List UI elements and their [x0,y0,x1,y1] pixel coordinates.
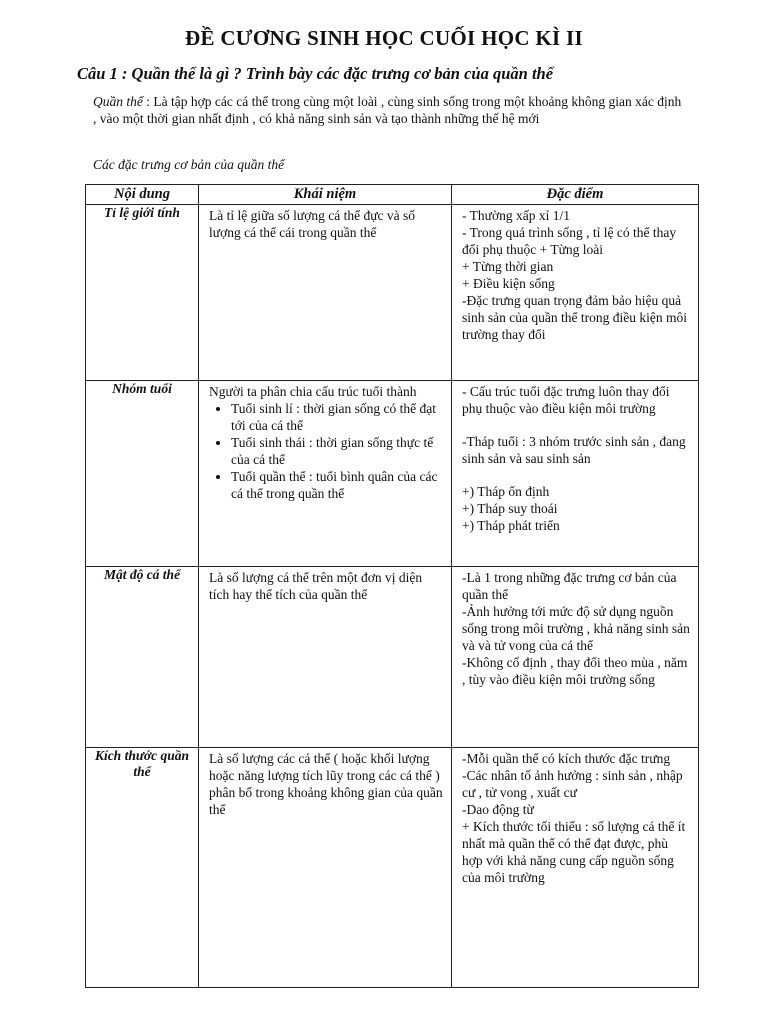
feature-line: -Dao động từ [462,802,534,817]
header-concept: Khái niệm [199,185,452,205]
concept-text: Người ta phân chia cấu trúc tuổi thành [209,384,417,399]
table-subheading: Các đặc trưng cơ bản của quần thể [93,157,285,172]
feature-line: - Trong quá trình sống , tỉ lệ có thể thay đổi phụ thuộc + Từng loài [462,225,677,257]
feature-line: - Cấu trúc tuổi đặc trưng luôn thay đổi phụ thuộc vào điều kiện môi trường [462,384,670,416]
feature-line: -Các nhân tố ảnh hưởng : sinh sản , nhập cư , tử vong , xuất cư [462,768,683,800]
definition-paragraph [93,93,683,127]
feature-line: - Thường xấp xỉ 1/1 [462,208,570,223]
feature-line: -Tháp tuổi : 3 nhóm trước sinh sản , đang sinh sản và sau sinh sản [462,434,686,466]
feature-line: +) Tháp phát triển [462,518,560,533]
row-name: Tỉ lệ giới tính [86,205,199,381]
concept-text: Là tỉ lệ giữa số lượng cá thể đực và số lượng cá thể cái trong quần thể [209,208,416,240]
feature-line: +) Tháp ổn định [462,484,550,499]
table-row [86,205,699,381]
spacer [462,417,692,433]
table-row [86,748,699,988]
feature-line: + Từng thời gian [462,259,554,274]
feature-line: -Ảnh hưởng tới mức độ sử dụng nguồn sống trong môi trường , khả năng sinh sản và và tử vong của cá thể [462,604,690,653]
concept-bullet-list [209,400,445,502]
population-traits-table [85,184,699,988]
header-features: Đặc điểm [452,185,699,205]
feature-line: + Điều kiện sống [462,276,555,291]
list-item: • Tuổi quần thể : tuổi bình quân của các cá thể trong quần thể [231,468,445,502]
feature-line: -Không cố định , thay đổi theo mùa , năm , tùy vào điều kiện môi trường sống [462,655,688,687]
concept-cell [199,748,452,988]
features-cell [452,567,699,748]
table-row [86,567,699,748]
row-name: Kích thước quần thể [86,748,199,988]
table-row [86,381,699,567]
feature-line: + Kích thước tối thiểu : số lượng cá thể ít nhất mà quần thể có thể đạt được, phù hợp với khả năng cung cấp nguồn sống của môi trường [462,819,686,885]
concept-text: Là số lượng cá thể trên một đơn vị diện tích hay thể tích của quần thể [209,570,423,602]
list-item: • Tuổi sinh lí : thời gian sống có thể đạt tới của cá thể [231,400,445,434]
list-item: • Tuổi sinh thái : thời gian sống thực tế của cá thể [231,434,445,468]
features-cell [452,205,699,381]
definition-term: Quần thể [93,94,143,109]
header-content: Nội dung [86,185,199,205]
page-title: ĐỀ CƯƠNG SINH HỌC CUỐI HỌC KÌ II [185,26,583,50]
row-name: Mật độ cá thể [86,567,199,748]
concept-cell [199,381,452,567]
concept-cell [199,205,452,381]
question-heading: Câu 1 : Quần thể là gì ? Trình bày các đặc trưng cơ bản của quần thể [77,64,554,83]
feature-line: +) Tháp suy thoái [462,501,558,516]
row-name: Nhóm tuổi [86,381,199,567]
definition-text: : Là tập hợp các cá thể trong cùng một loài , cùng sinh sống trong một khoảng không gian xác định , vào một thời gian nhất định , có khả năng sinh sản và tạo thành những thế hệ mới [93,94,682,126]
features-cell [452,748,699,988]
spacer [462,467,692,483]
feature-line: -Là 1 trong những đặc trưng cơ bản của quần thể [462,570,677,602]
concept-cell [199,567,452,748]
feature-line: -Đặc trưng quan trọng đảm bảo hiệu quả sinh sản của quần thể trong điều kiện môi trường thay đổi [462,293,687,342]
features-cell [452,381,699,567]
feature-line: -Mỗi quần thể có kích thước đặc trưng [462,751,671,766]
table-header-row [86,185,699,205]
concept-text: Là số lượng các cá thể ( hoặc khối lượng hoặc năng lượng tích lũy trong các cá thể ) phân bố trong khoảng không gian của quần thể [209,751,443,817]
